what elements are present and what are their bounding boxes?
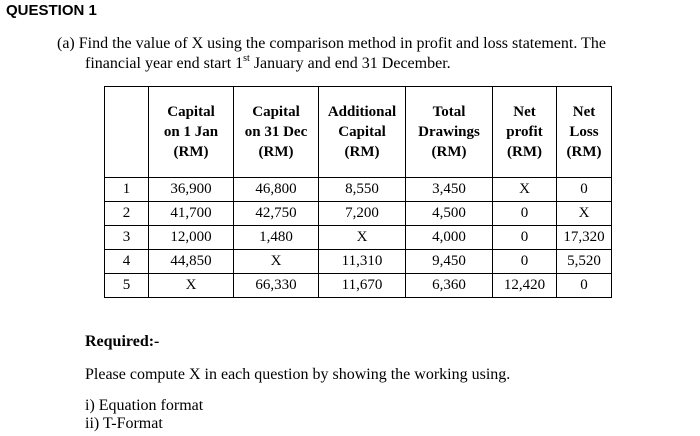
header-capital-1-jan: Capital on 1 Jan (RM) <box>149 87 234 178</box>
cell-net-loss: 0 <box>557 274 612 298</box>
cell-net-profit: 0 <box>493 226 557 250</box>
cell-net-loss: 5,520 <box>557 250 612 274</box>
table-row <box>105 178 612 202</box>
cell-row-number: 5 <box>105 274 149 298</box>
cell-additional-capital: X <box>319 226 406 250</box>
cell-net-profit: 0 <box>493 202 557 226</box>
cell-capital-1-jan: 12,000 <box>149 226 234 250</box>
cell-total-drawings: 4,500 <box>406 202 493 226</box>
header-net-profit: Net profit (RM) <box>493 87 557 178</box>
cell-net-profit: X <box>493 178 557 202</box>
question-text-line-2-end: January and end 31 December. <box>249 55 451 72</box>
cell-additional-capital: 8,550 <box>319 178 406 202</box>
profit-loss-table <box>104 86 612 298</box>
question-text-line-2 <box>85 55 451 73</box>
header-net-loss: Net Loss (RM) <box>557 87 612 178</box>
table-row <box>105 226 612 250</box>
cell-net-profit: 12,420 <box>493 274 557 298</box>
cell-capital-31-dec: 1,480 <box>234 226 319 250</box>
required-item-2: ii) T-Format <box>85 415 163 432</box>
required-heading: Required:- <box>85 333 160 350</box>
cell-capital-31-dec: 46,800 <box>234 178 319 202</box>
cell-capital-1-jan: X <box>149 274 234 298</box>
table-row <box>105 250 612 274</box>
question-title: QUESTION 1 <box>6 2 97 19</box>
cell-additional-capital: 11,310 <box>319 250 406 274</box>
header-additional-capital: Additional Capital (RM) <box>319 87 406 178</box>
cell-capital-1-jan: 41,700 <box>149 202 234 226</box>
header-index <box>105 87 149 178</box>
cell-capital-1-jan: 44,850 <box>149 250 234 274</box>
question-text-line-2-start: financial year end start 1 <box>85 55 244 72</box>
cell-total-drawings: 4,000 <box>406 226 493 250</box>
cell-row-number: 2 <box>105 202 149 226</box>
table-header-row <box>105 87 612 178</box>
cell-row-number: 3 <box>105 226 149 250</box>
cell-net-loss: 17,320 <box>557 226 612 250</box>
cell-row-number: 4 <box>105 250 149 274</box>
ordinal-suffix: st <box>243 53 250 64</box>
header-total-drawings: Total Drawings (RM) <box>406 87 493 178</box>
cell-additional-capital: 11,670 <box>319 274 406 298</box>
cell-total-drawings: 6,360 <box>406 274 493 298</box>
cell-capital-31-dec: 66,330 <box>234 274 319 298</box>
cell-row-number: 1 <box>105 178 149 202</box>
table-row <box>105 274 612 298</box>
cell-net-loss: X <box>557 202 612 226</box>
cell-total-drawings: 3,450 <box>406 178 493 202</box>
question-text-line-1: (a) Find the value of X using the comparison method in profit and loss statement. The <box>57 35 606 52</box>
cell-net-loss: 0 <box>557 178 612 202</box>
cell-net-profit: 0 <box>493 250 557 274</box>
table-row <box>105 202 612 226</box>
cell-capital-31-dec: X <box>234 250 319 274</box>
required-instruction: Please compute X in each question by showing the working using. <box>85 366 511 383</box>
cell-total-drawings: 9,450 <box>406 250 493 274</box>
cell-capital-1-jan: 36,900 <box>149 178 234 202</box>
cell-capital-31-dec: 42,750 <box>234 202 319 226</box>
required-item-1: i) Equation format <box>85 397 204 414</box>
cell-additional-capital: 7,200 <box>319 202 406 226</box>
header-capital-31-dec: Capital on 31 Dec (RM) <box>234 87 319 178</box>
